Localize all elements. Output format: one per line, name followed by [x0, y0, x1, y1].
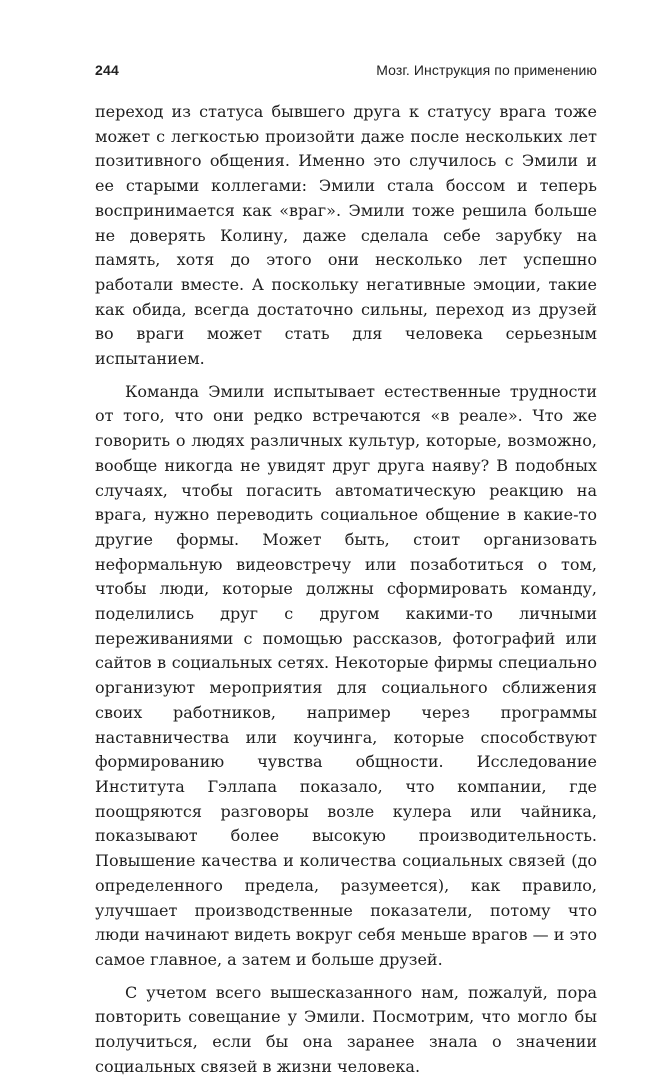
page-number: 244 — [95, 62, 119, 78]
running-title: Мозг. Инструкция по применению — [376, 62, 597, 78]
paragraph-2: Команда Эмили испытывает естественные трудности от того, что они редко встречаются «в реале». Что же говорить о людях различных культур, которые, возможно, вообще никогда не увидят друг друга наяву? В подобных случаях, чтобы погасить автоматическую реакцию на врага, нужно переводить социальное общение в какие-то другие формы. Может быть, стоит организовать неформальную видеовстречу или позаботиться о том, чтобы люди, которые должны сформировать команду, поделились друг с другом какими-то личными переживаниями с помощью рассказов, фотографий или сайтов в социальных сетях. Некоторые фирмы специально организуют мероприятия для социального сближения своих работников, например через программы наставничества или коучинга, которые способствуют формированию чувства общности. Исследование Института Гэллапа показало, что компании, где поощряются разговоры возле кулера или чайника, показывают более высокую производительность. Повышение качества и количества социальных связей (до определенного предела, разумеется), как правило, улучшает производственные показатели, потому что люди начинают видеть вокруг себя меньше врагов — и это самое главное, а затем и больше друзей. — [95, 381, 597, 969]
page-body — [95, 100, 597, 1079]
paragraph-1: переход из статуса бывшего друга к статусу врага тоже может с легкостью произойти даже после нескольких лет позитивного общения. Именно это случилось с Эмили и ее старыми коллегами: Эмили стала боссом и теперь воспринимается как «враг». Эмили тоже решила больше не доверять Колину, даже сделала себе зарубку на память, хотя до этого они несколько лет успешно работали вместе. А поскольку негативные эмоции, такие как обида, всегда достаточно сильны, переход из друзей во враги может стать для человека серьезным испытанием. — [95, 102, 597, 369]
paragraph-3: С учетом всего вышесказанного нам, пожалуй, пора повторить совещание у Эмили. Посмотрим, что могло бы получиться, если бы она заранее знала о значении социальных связей в жизни человека. — [95, 982, 597, 1076]
page-header — [95, 62, 597, 78]
